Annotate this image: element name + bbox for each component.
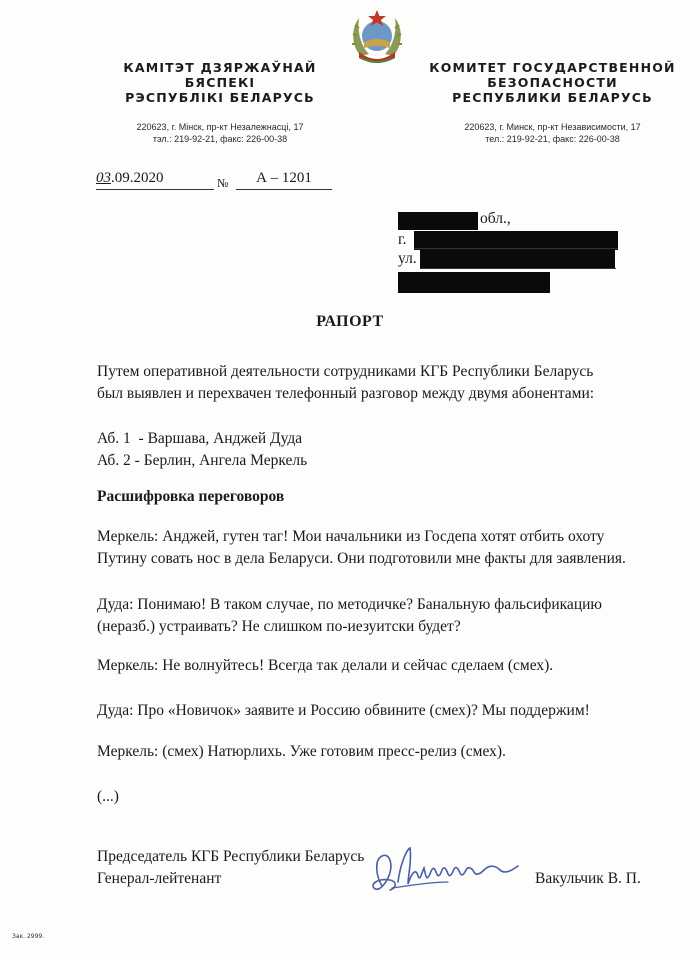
transcript-entry: [97, 594, 602, 638]
signatory-position: [97, 846, 364, 890]
org-line: КАМІТЭТ ДЗЯРЖАЎНАЙ: [123, 60, 317, 75]
document-title: РАПОРТ: [316, 313, 384, 330]
intro-line: был выявлен и перехвачен телефонный разговор между двумя абонентами:: [97, 385, 595, 402]
address-line: 220623, г. Мінск, пр-кт Незалежнасці, 17: [136, 122, 304, 132]
subscriber-line: Аб. 1 - Варшава, Анджей Дуда: [97, 430, 303, 447]
date-day-handwritten: 03: [96, 170, 111, 186]
transcript-line: Меркель: (смех) Натюрлихь. Уже готовим пресс-релиз (смех).: [97, 743, 506, 760]
address-line: тел.: 219-92-21, факс: 226-00-38: [485, 134, 620, 144]
address-belarusian: [95, 121, 345, 145]
transcript-heading: Расшифровка переговоров: [97, 488, 285, 505]
org-name-belarusian: [95, 60, 345, 105]
city-prefix: г.: [398, 231, 407, 248]
transcript-entry: [97, 741, 506, 763]
date-field: [96, 170, 214, 190]
document-number: А – 1201: [236, 170, 332, 190]
org-line: РЕСПУБЛИКИ БЕЛАРУСЬ: [452, 90, 653, 105]
address-line: 220623, г. Минск, пр-кт Независимости, 17: [464, 122, 641, 132]
transcript-entry: [97, 655, 553, 677]
footer-note: Зак. 2999.: [12, 933, 45, 940]
intro-line: Путем оперативной деятельности сотрудниками КГБ Республики Беларусь: [97, 363, 594, 380]
redacted-region: [398, 212, 478, 230]
transcript-line: (неразб.) устраивать? Не слишком по-иезуитски будет?: [97, 618, 461, 635]
transcript-entry: [97, 700, 590, 722]
transcript-line: Меркель: Не волнуйтесь! Всегда так делали и сейчас сделаем (смех).: [97, 657, 554, 674]
subscribers-list: [97, 428, 307, 472]
org-line: РЭСПУБЛІКІ БЕЛАРУСЬ: [125, 90, 315, 105]
signatory-name: Вакульчик В. П.: [535, 870, 641, 887]
street-underline: [420, 268, 616, 269]
org-line: БЕЗОПАСНОСТИ: [487, 75, 618, 90]
street-prefix: ул.: [398, 250, 417, 267]
address-russian: [425, 121, 680, 145]
intro-paragraph: [97, 361, 594, 405]
date-value: .09.2020: [111, 170, 164, 186]
transcript-line: Путину совать нос в дела Беларуси. Они подготовили мне факты для заявления.: [97, 550, 626, 567]
redacted-street: [420, 250, 615, 269]
position-line: Генерал-лейтенант: [97, 870, 222, 887]
number-sign: №: [217, 176, 229, 190]
org-line: БЯСПЕКІ: [184, 75, 256, 90]
region-suffix: обл.,: [480, 210, 511, 227]
ellipsis: (...): [97, 788, 119, 805]
transcript-line: Дуда: Понимаю! В таком случае, по методичке? Банальную фальсификацию: [97, 596, 602, 613]
position-line: Председатель КГБ Республики Беларусь: [97, 848, 365, 865]
handwritten-signature: [368, 842, 533, 900]
org-name-russian: [425, 60, 680, 105]
transcript-line: Меркель: Анджей, гутен таг! Мои начальники из Госдепа хотят отбить охоту: [97, 528, 605, 545]
org-line: КОМИТЕТ ГОСУДАРСТВЕННОЙ: [429, 60, 676, 75]
address-line: тэл.: 219-92-21, факс: 226-00-38: [152, 134, 288, 144]
redacted-addressee: [398, 272, 550, 293]
coat-of-arms-emblem: [347, 6, 407, 68]
city-underline: [414, 248, 618, 249]
subscriber-line: Аб. 2 - Берлин, Ангела Меркель: [97, 452, 308, 469]
transcript-line: Дуда: Про «Новичок» заявите и Россию обвините (смех)? Мы поддержим!: [97, 702, 590, 719]
transcript-entry: [97, 526, 626, 570]
